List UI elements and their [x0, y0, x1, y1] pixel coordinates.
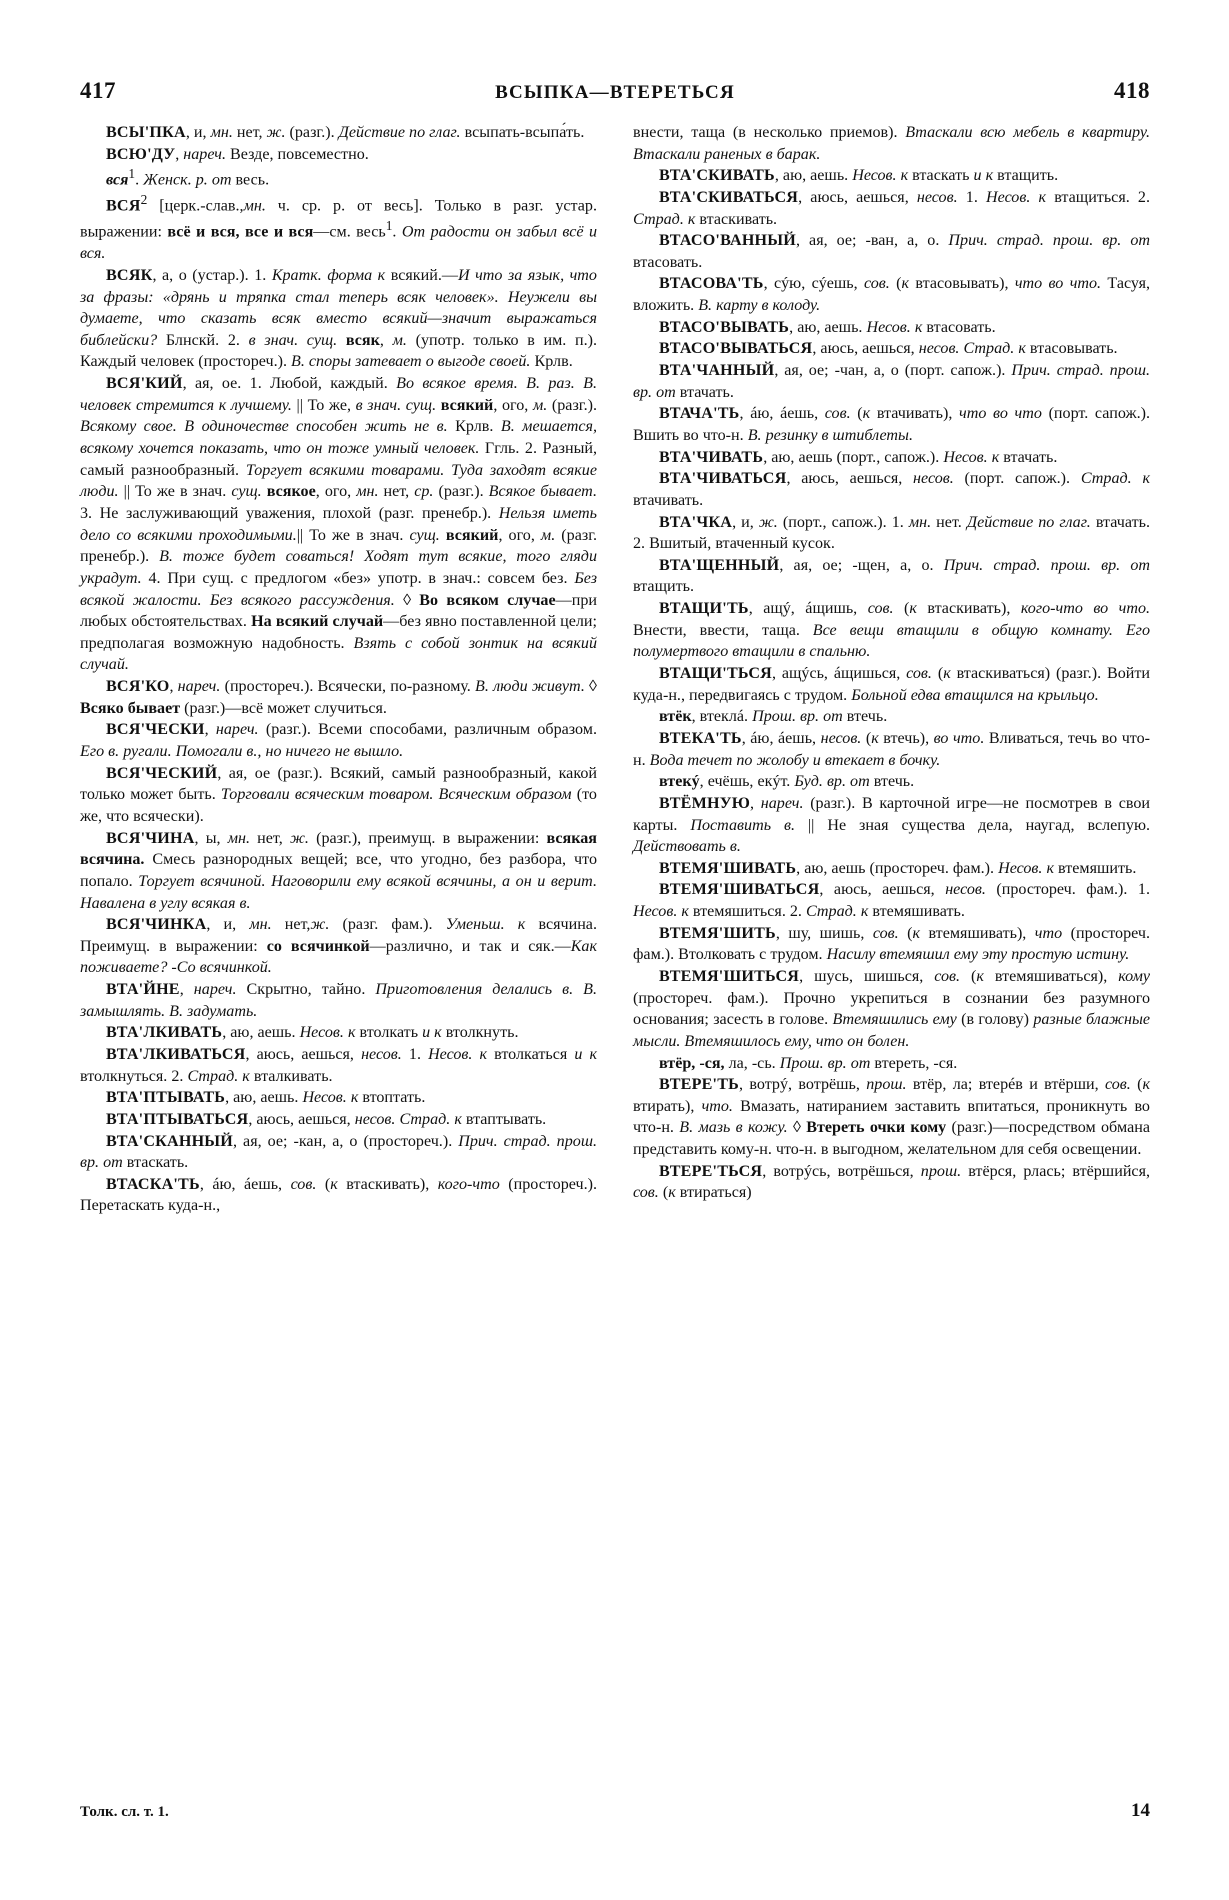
dictionary-entry: ВТА'ПТЫВАТЬСЯ, аюсь, аешься, несов. Страд. к втаптывать. — [106, 1110, 547, 1128]
dictionary-entry: втекý, ечёшь, екýт. Буд. вр. от втечь. — [659, 773, 915, 791]
dictionary-entry: ВТАСКА'ТЬ, áю, áешь, сов. (к втаскивать), кого-что (простореч.). Перетаскать куда-н., — [80, 1175, 598, 1215]
dictionary-entry: ВТАЩИ'ТЬСЯ, ащýсь, áщишься, сов. (к втаскиваться) (разг.). Войти куда-н., передвигаясь с трудом. Больной едва втащился на крыльцо. — [633, 665, 1150, 704]
dictionary-entry: ВСЯ'ЧИНКА, и, мн. нет,ж. (разг. фам.). Уменьш. к всячина. Преимущ. в выражении: со всячинкой—различно, и так и сяк.—Как поживаете? -Со всячинкой. — [80, 916, 597, 977]
dictionary-entry: ВСЫ'ПКА, и, мн. нет, ж. (разг.). Действие по глаг. всыпать-всыпа́ть. — [106, 124, 585, 141]
dictionary-entry: ВТА'СКИВАТЬ, аю, аешь. Несов. к втаскать и к втащить. — [659, 167, 1059, 185]
dictionary-entry: ВСЯ'ЧИНА, ы, мн. нет, ж. (разг.), преимущ. в выражении: всякая всячина. Смесь разнородных вещей; все, что угодно, без разбора, что попало. Торгует всячиной. Наговорили ему всякой всячины, а он и верит. Навалена в углу всякая в. — [80, 829, 597, 912]
page-footer — [80, 1800, 1150, 1822]
dictionary-entry: ВТАСО'ВАННЫЙ, ая, ое; -ван, а, о. Прич. страд. прош. вр. от втасовать. — [633, 232, 1151, 271]
dictionary-entry: ВТАСО'ВЫВАТЬСЯ, аюсь, аешься, несов. Страд. к втасовывать. — [659, 340, 1118, 358]
dictionary-entry: ВТА'ЙНЕ, нареч. Скрытно, тайно. Приготовления делались в. В. замышлять. В. задумать. — [80, 981, 598, 1020]
footer-signature-number: 14 — [1131, 1800, 1150, 1821]
dictionary-entry: ВТЕМЯ'ШИВАТЬСЯ, аюсь, аешься, несов. (простореч. фам.). 1. Несов. к втемяшиться. 2. Страд. к втемяшивать. — [633, 881, 1150, 921]
dictionary-entry: ВТА'ЩЕННЫЙ, ая, ое; -щен, а, о. Прич. страд. прош. вр. от втащить. — [633, 556, 1151, 596]
dictionary-entry: ВСЮ'ДУ, нареч. Везде, повсеместно. — [106, 145, 369, 163]
dictionary-entry: ВТЕМЯ'ШИТЬСЯ, шусь, шишься, сов. (к втемяшиваться), кому (простореч. фам.). Прочно укрепиться в сознании без разумного основания; засесть в голове. Втемяшились ему (в голову) разные блажные мысли. Втемяшилось ему, что он болен. — [633, 967, 1150, 1050]
text-columns — [80, 122, 1150, 1762]
dictionary-entry: ВТАСОВА'ТЬ, сýю, сýешь, сов. (к втасовывать), что во что. Тасуя, вложить. В. карту в колоду. — [633, 275, 1151, 315]
dictionary-entry: ВТАЩИ'ТЬ, ащý, áщишь, сов. (к втаскивать), кого-что во что. Внести, ввести, таща. Все вещи втащили в общую комнату. Его полумертвого втащили в спальню. — [633, 600, 1151, 661]
dictionary-entry: ВТЕКА'ТЬ, áю, áешь, несов. (к втечь), во что. Вливаться, течь во что-н. Вода течет по жолобу и втекает в бочку. — [633, 729, 1151, 769]
dictionary-entry: втёк, втеклá. Прош. вр. от втечь. — [659, 708, 888, 726]
dictionary-entry: ВТА'ЛКИВАТЬСЯ, аюсь, аешься, несов. 1. Несов. к втолкаться и к втолкнуться. 2. Страд. к вталкивать. — [80, 1045, 598, 1085]
dictionary-entry: втёр, -ся, ла, -сь. Прош. вр. от втереть, -ся. — [659, 1054, 958, 1072]
dictionary-entry: ВСЯ'ЧЕСКИЙ, ая, ое (разг.). Всякий, самый разнообразный, какой только может быть. Торговали всяческим товаром. Всяческим образом (то же, что всячески). — [80, 764, 597, 825]
folio-right: 418 — [1114, 78, 1150, 103]
dictionary-entry: ВТЕМЯ'ШИТЬ, шу, шишь, сов. (к втемяшивать), что (простореч. фам.). Втолковать с трудом. Насилу втемяшил ему эту простую истину. — [633, 924, 1150, 964]
dictionary-entry: внести, таща (в несколько приемов). Втаскали всю мебель в квартиру. Втаскали раненых в барак. — [633, 124, 1150, 163]
dictionary-entry: ВТЁМНУЮ, нареч. (разг.). В карточной игре—не посмотрев в свои карты. Поставить в. || Не зная существа дела, наугад, вслепую. Действовать в. — [633, 794, 1150, 856]
running-head-title: ВСЫПКА—ВТЕРЕТЬСЯ — [495, 82, 735, 103]
dictionary-entry: ВТА'ЧКА, и, ж. (порт., сапож.). 1. мн. нет. Действие по глаг. втачать. 2. Вшитый, втаченный кусок. — [633, 513, 1150, 553]
dictionary-entry: ВСЯ$^2$ [церк.-слав.,мн. ч. ср. р. от весь]. Только в разг. устар. выражении: всё и вся, все и вся—см. весь$^1$. От радости он забыл всё и вся. — [80, 192, 597, 263]
dictionary-entry: ВТА'ЧИВАТЬСЯ, аюсь, аешься, несов. (порт. сапож.). Страд. к втачивать. — [633, 470, 1150, 509]
dictionary-entry: ВСЯК, а, о (устар.). 1. Кратк. форма к всякий.—И что за язык, что за фразы: «дрянь и тряпка стал теперь всяк человек». Неужели вы думаете, что сказать всяк вместо всякий—значит выражаться библейски? Блнскй. 2. в знач. сущ. всяк, м. (употр. только в им. п.). Каждый человек (простореч.). В. споры затевает о выгоде своей. Крлв. — [80, 266, 598, 371]
dictionary-entry: ВТАСО'ВЫВАТЬ, аю, аешь. Несов. к втасовать. — [659, 318, 996, 336]
dictionary-entry: ВТАЧА'ТЬ, áю, áешь, сов. (к втачивать), что во что (порт. сапож.). Вшить во что-н. В. резинку в штиблеты. — [633, 405, 1150, 444]
dictionary-entry: ВТА'СКАННЫЙ, ая, ое; -кан, а, о (простореч.). Прич. страд. прош. вр. от втаскать. — [80, 1132, 597, 1172]
dictionary-entry: ВТА'СКИВАТЬСЯ, аюсь, аешься, несов. 1. Несов. к втащиться. 2. Страд. к втаскивать. — [633, 188, 1150, 228]
dictionary-entry: ВСЯ'ЧЕСКИ, нареч. (разг.). Всеми способами, различным образом. Его в. ругали. Помогали в., но ничего не вышло. — [80, 721, 597, 761]
dictionary-entry: вся$^1$. Женск. р. от весь. — [106, 166, 270, 189]
left-column — [80, 122, 597, 1762]
running-head — [80, 78, 1150, 108]
dictionary-entry: ВТЕРЕ'ТЬ, вотрý, вотрёшь, прош. втёр, ла; втерéв и втёрши, сов. (к втирать), что. Вмазать, натиранием заставить впитаться, проникнуть во что-н. В. мазь в кожу. ◊ Втереть очки кому (разг.)—посредством обмана представить кому-н. что-н. в выгодном, желательном для себя освещении. — [633, 1076, 1151, 1159]
dictionary-entry: ВТА'ЧАННЫЙ, ая, ое; -чан, а, о (порт. сапож.). Прич. страд. прош. вр. от втачать. — [633, 362, 1150, 401]
right-column — [633, 122, 1150, 1762]
dictionary-entry: ВТЕРЕ'ТЬСЯ, вотрýсь, вотрёшься, прош. втёрся, рлась; втёршийся, сов. (к втираться) — [633, 1162, 1150, 1202]
footer-volume-note: Толк. сл. т. 1. — [80, 1804, 169, 1820]
folio-left: 417 — [80, 78, 116, 103]
dictionary-entry: ВТА'ЛКИВАТЬ, аю, аешь. Несов. к втолкать и к втолкнуть. — [106, 1024, 519, 1042]
dictionary-entry: ВТЕМЯ'ШИВАТЬ, аю, аешь (простореч. фам.). Несов. к втемяшить. — [659, 859, 1137, 877]
dictionary-entry: ВТА'ЧИВАТЬ, аю, аешь (порт., сапож.). Несов. к втачать. — [659, 448, 1058, 466]
dictionary-entry: ВСЯ'КИЙ, ая, ое. 1. Любой, каждый. Во всякое время. В. раз. В. человек стремится к лучшему. || То же, в знач. сущ. всякий, ого, м. (разг.). Всякому свое. В одиночестве способен жить не в. Крлв. В. мешается, всякому хочется показать, что он тоже умный человек. Ггль. 2. Разный, самый разнообразный. Торгует всякими товарами. Туда заходят всякие люди. || То же в знач. сущ. всякое, ого, мн. нет, ср. (разг.). Всякое бывает. 3. Не заслуживающий уважения, плохой (разг. пренебр.). Нельзя иметь дело со всякими проходимыми.|| То же в знач. сущ. всякий, ого, м. (разг. пренебр.). В. тоже будет соваться! Ходят тут всякие, того гляди украдут. 4. При сущ. с предлогом «без» употр. в знач.: совсем без. Без всякой жалости. Без всякого рассуждения. ◊ Во всяком случае—при любых обстоятельствах. На всякий случай—без явно поставленной цели; предполагая возможную надобность. Взять с собой зонтик на всякий случай. — [80, 375, 598, 674]
dictionary-entry: ВТА'ПТЫВАТЬ, аю, аешь. Несов. к втоптать. — [106, 1089, 426, 1107]
dictionary-entry: ВСЯ'КО, нареч. (простореч.). Всячески, по-разному. В. люди живут. ◊ Всяко бывает (разг.)—всё может случиться. — [80, 678, 597, 717]
